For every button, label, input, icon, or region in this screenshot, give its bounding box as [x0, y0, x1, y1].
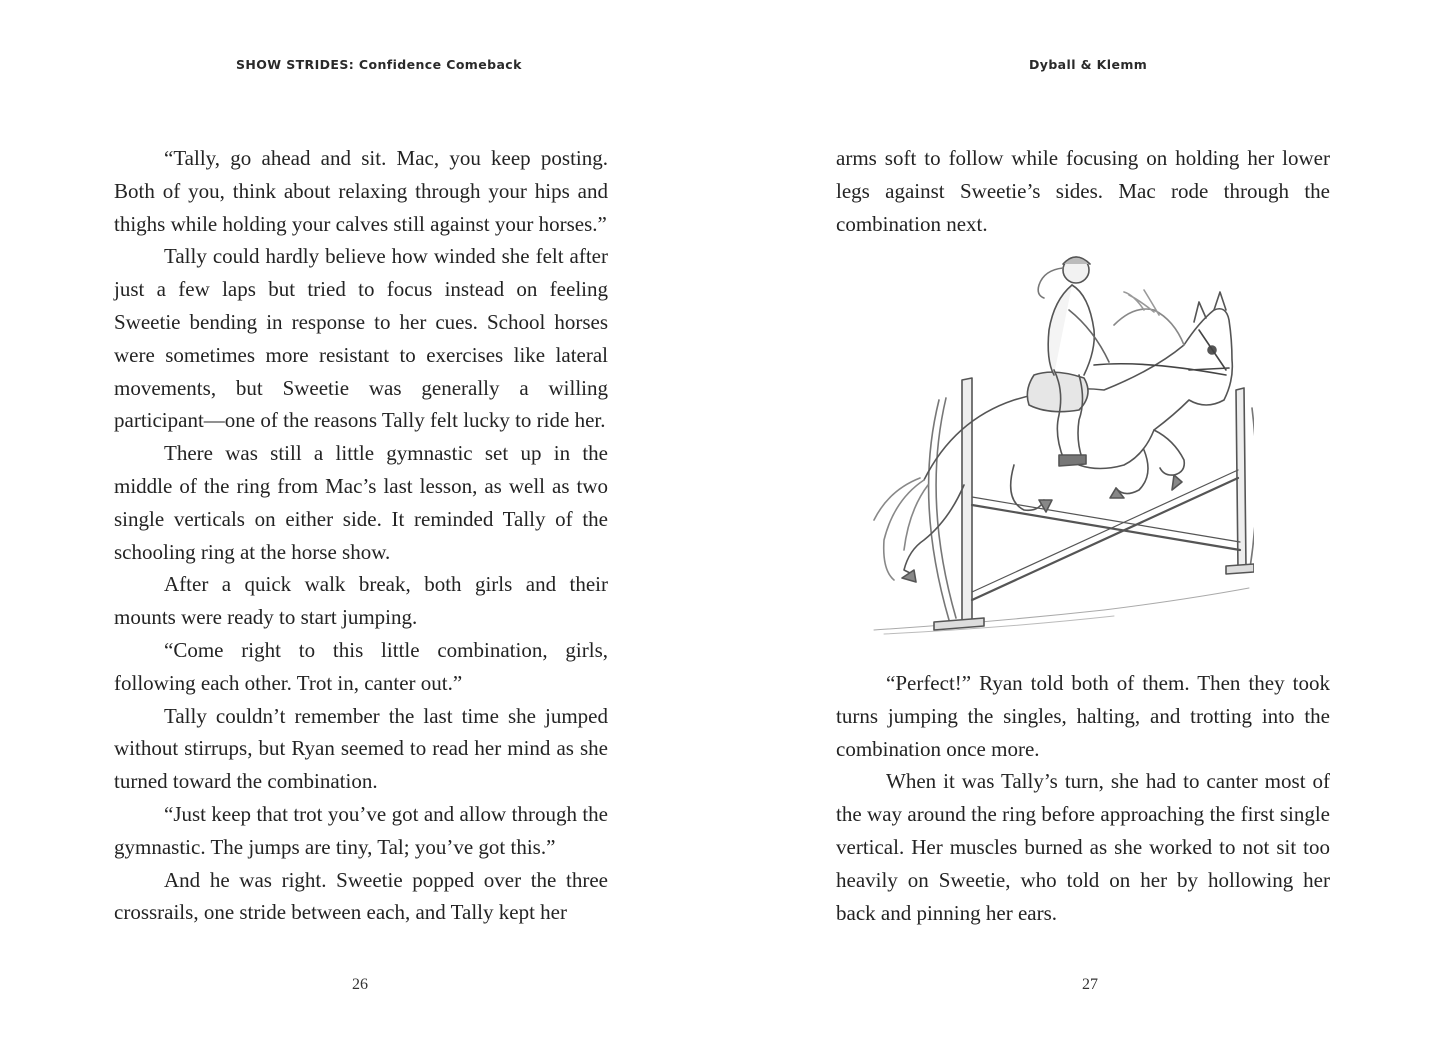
left-page: [0, 0, 722, 1052]
running-head-authors: Dyball & Klemm: [1029, 57, 1148, 72]
paragraph: “Perfect!” Ryan told both of them. Then they took turns jumping the singles, halting, and trotting into the combination once more.: [836, 671, 1330, 761]
right-page-body-top: [836, 142, 1330, 240]
paragraph: After a quick walk break, both girls and their mounts were ready to start jumping.: [114, 572, 608, 630]
horse-jump-illustration: [854, 250, 1254, 642]
paragraph: “Come right to this little combination, girls, following each other. Trot in, canter out.”: [114, 637, 608, 695]
paragraph: And he was right. Sweetie popped over the three crossrails, one stride between each, and Tally kept her: [114, 867, 608, 925]
paragraph: arms soft to follow while focusing on holding her lower legs against Sweetie’s sides. Mac rode through the combination next.: [836, 146, 1330, 236]
paragraph: “Just keep that trot you’ve got and allow through the gymnastic. The jumps are tiny, Tal; you’ve got this.”: [114, 801, 608, 859]
paragraph: There was still a little gymnastic set up in the middle of the ring from Mac’s last lesson, as well as two single verticals on either side. It reminded Tally of the schooling ring at the horse show.: [114, 441, 608, 564]
running-head-title: SHOW STRIDES: Confidence Comeback: [236, 57, 522, 72]
paragraph: Tally could hardly believe how winded she felt after just a few laps but tried to focus instead on feeling Sweetie bending in response to her cues. School horses were sometimes more resistant to exercises like lateral movements, but Sweetie was generally a willing participant—one of the reasons Tally felt lucky to ride her.: [114, 244, 608, 433]
right-page: [722, 0, 1444, 1052]
page-number: 27: [1082, 976, 1098, 993]
paragraph: When it was Tally’s turn, she had to canter most of the way around the ring before approaching the first single vertical. Her muscles burned as she worked to not sit too heavily on Sweetie, who told on her by hollowing her back and pinning her ears.: [836, 769, 1330, 925]
page-number: 26: [352, 976, 368, 993]
right-page-body-bottom: [836, 667, 1330, 929]
left-page-body: [114, 142, 608, 929]
paragraph: Tally couldn’t remember the last time she jumped without stirrups, but Ryan seemed to read her mind as she turned toward the combination.: [114, 703, 608, 794]
paragraph: “Tally, go ahead and sit. Mac, you keep posting. Both of you, think about relaxing through your hips and thighs while holding your calves still against your horses.”: [114, 146, 608, 236]
